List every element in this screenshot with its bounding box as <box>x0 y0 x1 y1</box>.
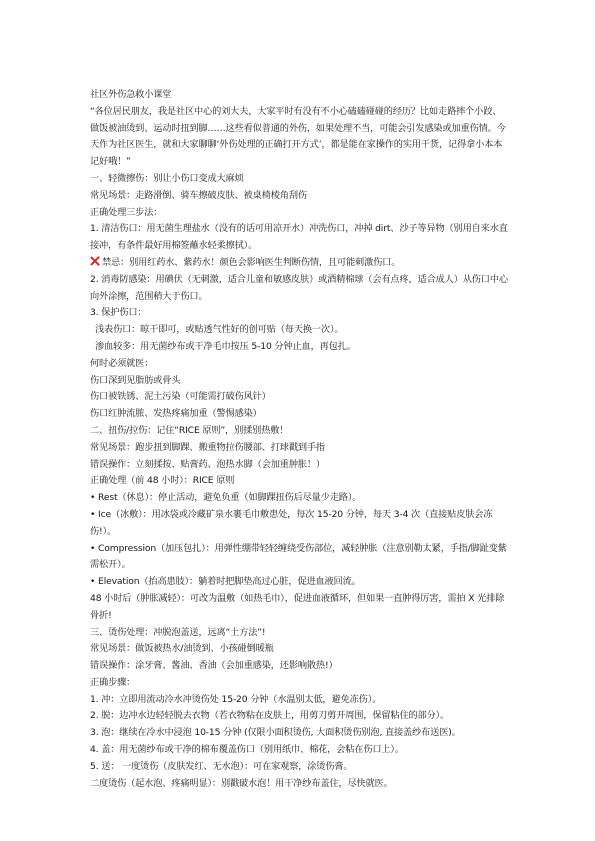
abrasion-step-3: 3. 保护伤口： <box>90 307 147 319</box>
abrasion-step-3a: 浅表伤口：晾干即可，或贴透气性好的创可贴（每天换一次）。 <box>95 324 344 336</box>
rice-compression: • Compression（加压包扎）：用弹性绷带轻轻缠绕受伤部位，减轻肿胀（注意别勒太紧，手指/脚趾变紫需松开）。 <box>90 542 507 571</box>
burn-step-1: 1. 冲：立即用流动冷水冲烫伤处 15-20 分钟（水温别太低，避免冻伤）。 <box>90 693 382 705</box>
abrasion-steps-label: 正确处理三步法： <box>90 206 163 218</box>
burn-step-3: 3. 泡：继续在冷水中浸泡 10-15 分钟 (仅限小面积烫伤, 大面积烫伤别泡, 直接盖纱布送医)。 <box>90 727 461 739</box>
abrasion-warning <box>90 255 510 272</box>
rice-rest: • Rest（休息）：停止活动，避免负重（如脚踝扭伤后尽量少走路）。 <box>90 492 362 504</box>
burn-step-4: 4. 盖：用无菌纱布或干净的棉布覆盖伤口（别用纸巾、棉花，会粘在伤口上）。 <box>90 744 404 756</box>
sprain-right: 正确处理（前 48 小时）：RICE 原则 <box>90 475 235 487</box>
doctor-label: 何时必须就医： <box>90 357 154 369</box>
abrasion-warning-text: 禁忌：别用红药水、紫药水！颜色会影响医生判断伤情，且可能刺激伤口。 <box>102 256 401 268</box>
intro-paragraph: “各位居民朋友，我是社区中心的刘大夫，大家平时有没有不小心磕磕碰碰的经历？比如走路摔个小跤、做饭被油烫到、运动时扭到脚……这些看似普通的外伤，如果处理不当，可能会引发感染或加重伤情。今天作为社区医生，就和大家聊聊‘外伤处理的正确打开方式’，都是能在家操作的实用干货，记得拿小本本记好哦！” <box>90 105 506 168</box>
document-body <box>90 87 510 792</box>
document-title: 社区外伤急救小课堂 <box>90 89 172 100</box>
sprain-wrong: 错误操作：立刻揉按、贴膏药、泡热水脚（会加重肿胀！） <box>90 458 325 470</box>
rice-elevation: • Elevation（抬高患肢）：躺着时把脚垫高过心脏，促进血液回流。 <box>90 576 361 588</box>
section-heading-abrasion: 一、轻微擦伤：别让小伤口变成大麻烦 <box>90 172 244 184</box>
section-heading-sprain: 二、扭伤/拉伤：记住“RICE 原则”，别揉别热敷！ <box>90 424 289 436</box>
red-cross-icon <box>90 256 100 266</box>
doctor-item-2: 伤口被铁锈、泥土污染（可能需打破伤风针） <box>90 391 271 403</box>
doctor-item-1: 伤口深到见脂肪或骨头 <box>90 374 181 386</box>
sprain-after-48h: 48 小时后（肿胀减轻）：可改为温敷（如热毛巾），促进血液循环，但如果一直肿得厉害，需拍 X 光排除骨折! <box>90 592 505 621</box>
abrasion-scene: 常见场景：走路滑倒、骑车擦破皮肤、被桌椅棱角刮伤 <box>90 189 307 201</box>
abrasion-step-3b: 渗血较多：用无菌纱布或干净毛巾按压 5-10 分钟止血，再包扎。 <box>95 340 356 352</box>
sprain-scene: 常见场景：跑步扭到脚踝、搬重物拉伤腰部、打球戳到手指 <box>90 441 325 453</box>
burn-step-2: 2. 脱：边冲水边轻轻脱去衣物（若衣物粘在皮肤上，用剪刀剪开周围，保留粘住的部分）。 <box>90 710 450 722</box>
burn-step-5: 5. 送： 一度烫伤（皮肤发红、无水泡）：可在家观察，涂烫伤膏。 <box>90 760 353 772</box>
doctor-item-3: 伤口红肿流脓、发热疼痛加重（警惕感染） <box>90 408 262 420</box>
rice-ice: • Ice（冰敷）：用冰袋或冷藏矿泉水裹毛巾敷患处，每次 15-20 分钟，每天 3-4 次（直接贴皮肤会冻伤!）。 <box>90 508 493 537</box>
burn-steps-label: 正确步骤： <box>90 676 136 688</box>
abrasion-step-2: 2. 消毒防感染：用碘伏（无刺激，适合儿童和敏感皮肤）或酒精棉球（会有点疼，适合成人）从伤口中心向外涂擦，范围稍大于伤口。 <box>90 273 508 302</box>
burn-wrong: 错误操作：涂牙膏、酱油、香油（会加重感染，还影响散热!） <box>90 660 338 672</box>
section-heading-burn: 三、烫伤处理：冲脱泡盖送，远离“土方法”! <box>90 626 266 638</box>
burn-second-degree: 二度烫伤（起水泡、疼痛明显）：别戳破水泡！用干净纱布盖住，尽快就医。 <box>90 777 393 789</box>
burn-scene: 常见场景：做饭被热水/油烫到、小孩碰倒暖瓶 <box>90 643 274 655</box>
abrasion-step-1: 1. 清洁伤口：用无菌生理盐水（没有的话可用凉开水）冲洗伤口，冲掉 dirt、沙子等异物（别用自来水直接冲，有条件最好用棉签蘸水轻柔擦拭）。 <box>90 223 508 252</box>
